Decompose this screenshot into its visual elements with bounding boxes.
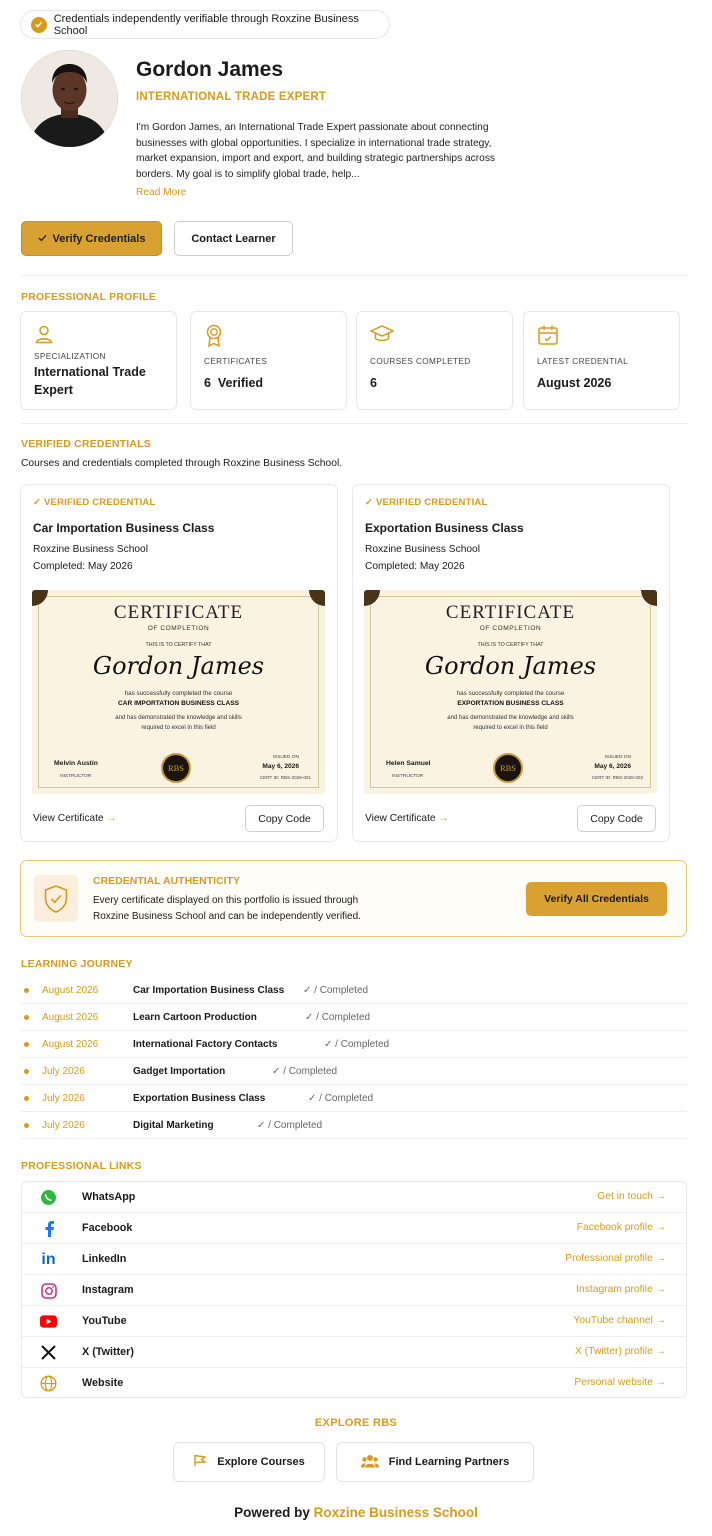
credential-card xyxy=(20,484,338,842)
rbs-seal: RBS xyxy=(493,753,523,783)
flag-icon xyxy=(193,1454,207,1470)
journey-date: July 2026 xyxy=(42,1093,85,1104)
journey-course: Exportation Business Class xyxy=(133,1093,266,1104)
journey-date: August 2026 xyxy=(42,1039,99,1050)
journey-course: International Factory Contacts xyxy=(133,1039,278,1050)
timeline-dot xyxy=(24,988,29,993)
calendar-icon xyxy=(537,324,559,351)
stat-value: August 2026 xyxy=(537,376,612,390)
verified-credentials-subheading: Courses and credentials completed through Roxzine Business School. xyxy=(21,458,343,469)
link-name: Facebook xyxy=(82,1222,133,1234)
rbs-seal: RBS xyxy=(161,753,191,783)
award-icon xyxy=(204,324,224,353)
journey-date: August 2026 xyxy=(42,1012,99,1023)
professional-links-list xyxy=(21,1181,687,1398)
verify-credentials-button[interactable] xyxy=(21,221,162,256)
profile-role: INTERNATIONAL TRADE EXPERT xyxy=(136,91,327,103)
link-action: YouTube channel → xyxy=(573,1315,666,1326)
verification-banner xyxy=(20,10,390,39)
stat-courses-completed xyxy=(356,311,513,410)
whatsapp-icon xyxy=(40,1189,57,1206)
linkedin-icon: in xyxy=(41,1250,56,1268)
link-row-x[interactable] xyxy=(22,1337,686,1368)
explore-courses-label: Explore Courses xyxy=(217,1456,305,1468)
timeline-dot xyxy=(24,1096,29,1101)
powered-by-footer: Powered by Roxzine Business School xyxy=(234,1505,478,1520)
explore-heading: EXPLORE RBS xyxy=(314,1417,398,1429)
credential-school: Roxzine Business School xyxy=(33,544,148,555)
certificate-recipient: Gordon James xyxy=(92,652,265,680)
explore-courses-button[interactable] xyxy=(173,1442,325,1482)
stat-label: COURSES COMPLETED xyxy=(370,357,471,366)
certificate-subtitle: OF COMPLETION xyxy=(147,625,210,632)
certificate-subtitle: OF COMPLETION xyxy=(479,625,542,632)
copy-code-button[interactable]: Copy Code xyxy=(245,805,324,832)
check-icon xyxy=(38,233,47,245)
link-row-linkedin[interactable] xyxy=(22,1244,686,1275)
journey-status: ✓ / Completed xyxy=(272,1066,338,1077)
check-circle-icon xyxy=(31,17,47,33)
stat-latest-credential xyxy=(523,311,680,410)
profile-bio: I'm Gordon James, an International Trade Expert passionate about connecting businesses with global opportunities. I specialize in international trade strategy, market expansion, import and export, and building strategic partnerships across borders. My goal is to simplify global trade, help... xyxy=(136,122,496,180)
professional-profile-heading: PROFESSIONAL PROFILE xyxy=(21,291,157,303)
certificate-line: has successfully completed the course xyxy=(456,690,565,697)
certificate-line: and has demonstrated the knowledge and skills required to excel in this field xyxy=(115,715,242,731)
journey-row xyxy=(21,1031,687,1058)
certificate-preview[interactable] xyxy=(32,590,325,794)
certificate-issued-label: ISSUED ON xyxy=(604,755,631,760)
certificate-certify: THIS IS TO CERTIFY THAT xyxy=(145,642,212,648)
professional-links-heading: PROFESSIONAL LINKS xyxy=(21,1160,142,1172)
link-row-youtube[interactable] xyxy=(22,1306,686,1337)
certificate-issued-date: May 6, 2026 xyxy=(594,763,631,770)
link-name: WhatsApp xyxy=(82,1191,136,1203)
stat-value: 6 xyxy=(370,376,377,390)
certificate-title: CERTIFICATE xyxy=(113,602,244,623)
stat-certificates xyxy=(190,311,347,410)
journey-row xyxy=(21,1004,687,1031)
youtube-icon xyxy=(40,1313,57,1330)
graduation-cap-icon xyxy=(370,324,394,349)
view-certificate-link[interactable]: View Certificate → xyxy=(33,813,117,824)
shield-check-icon xyxy=(34,875,78,922)
stat-value: International Trade Expert xyxy=(34,365,146,397)
facebook-icon xyxy=(40,1220,57,1237)
journey-row xyxy=(21,1112,687,1139)
certificate-issued-date: May 6, 2026 xyxy=(262,763,299,770)
instagram-icon xyxy=(40,1282,57,1299)
verified-credentials-heading: VERIFIED CREDENTIALS xyxy=(21,438,152,450)
certificate-id: CERT ID: RBS-2026-001 xyxy=(259,775,311,780)
journey-date: July 2026 xyxy=(42,1066,85,1077)
link-action: Get in touch → xyxy=(597,1191,666,1202)
credential-title: Exportation Business Class xyxy=(365,521,524,535)
journey-course: Learn Cartoon Production xyxy=(133,1012,257,1023)
timeline-dot xyxy=(24,1042,29,1047)
journey-row xyxy=(21,1085,687,1112)
link-name: Website xyxy=(82,1377,124,1389)
divider xyxy=(21,275,687,276)
certificate-course: CAR IMPORTATION BUSINESS CLASS xyxy=(117,700,239,707)
users-icon xyxy=(361,1454,379,1471)
link-row-facebook[interactable] xyxy=(22,1213,686,1244)
journey-status: ✓ / Completed xyxy=(308,1093,374,1104)
certificate-line: and has demonstrated the knowledge and skills required to excel in this field xyxy=(447,715,574,731)
link-row-instagram[interactable] xyxy=(22,1275,686,1306)
certificate-course: EXPORTATION BUSINESS CLASS xyxy=(457,700,564,707)
stat-specialization xyxy=(20,311,177,410)
credential-card xyxy=(352,484,670,842)
verified-badge: ✓ VERIFIED CREDENTIAL xyxy=(365,497,488,508)
x-icon xyxy=(40,1344,57,1361)
certificate-instructor-label: INSTRUCTOR xyxy=(392,774,424,779)
find-learning-partners-label: Find Learning Partners xyxy=(388,1456,510,1468)
journey-status: ✓ / Completed xyxy=(324,1039,390,1050)
link-action: Personal website → xyxy=(574,1377,666,1388)
view-certificate-link[interactable]: View Certificate → xyxy=(365,813,449,824)
stat-value: 6 Verified xyxy=(204,376,264,390)
verify-credentials-label: Verify Credentials xyxy=(52,232,146,245)
certificate-instructor-label: INSTRUCTOR xyxy=(60,774,92,779)
link-row-website[interactable] xyxy=(22,1368,686,1399)
banner-text: Credentials independently verifiable through Roxzine Business School xyxy=(53,12,359,37)
credential-completed: Completed: May 2026 xyxy=(33,561,133,572)
certificate-recipient: Gordon James xyxy=(424,652,597,680)
certificate-issued-label: ISSUED ON xyxy=(272,755,299,760)
link-name: LinkedIn xyxy=(82,1253,127,1265)
timeline-dot xyxy=(24,1015,29,1020)
link-name: Instagram xyxy=(82,1284,134,1296)
profile-name: Gordon James xyxy=(136,58,284,81)
journey-date: July 2026 xyxy=(42,1120,85,1131)
copy-code-button[interactable]: Copy Code xyxy=(577,805,656,832)
link-action: Professional profile → xyxy=(565,1253,666,1264)
journey-course: Gadget Importation xyxy=(133,1066,226,1077)
authenticity-title: CREDENTIAL AUTHENTICITY xyxy=(93,875,240,887)
verified-badge: ✓ VERIFIED CREDENTIAL xyxy=(33,497,156,508)
journey-row xyxy=(21,977,687,1004)
credential-authenticity-panel xyxy=(20,860,687,937)
certificate-instructor: Melvin Austin xyxy=(54,760,98,767)
link-action: Facebook profile → xyxy=(576,1222,666,1233)
link-name: YouTube xyxy=(82,1315,127,1327)
certificate-instructor: Helen Samuel xyxy=(386,760,431,767)
read-more-link[interactable]: Read More xyxy=(136,187,187,198)
arrow-right-icon: → xyxy=(438,813,449,824)
globe-icon xyxy=(40,1375,57,1392)
journey-row xyxy=(21,1058,687,1085)
stat-label: LATEST CREDENTIAL xyxy=(537,357,629,366)
certificate-certify: THIS IS TO CERTIFY THAT xyxy=(477,642,544,648)
timeline-dot xyxy=(24,1069,29,1074)
journey-status: ✓ / Completed xyxy=(305,1012,371,1023)
certificate-title: CERTIFICATE xyxy=(445,602,576,623)
authenticity-text: Every certificate displayed on this portfolio is issued through Roxzine Business School and can be independently verified. xyxy=(93,895,361,922)
link-row-whatsapp[interactable] xyxy=(22,1182,686,1213)
stat-label: CERTIFICATES xyxy=(204,357,268,366)
journey-course: Digital Marketing xyxy=(133,1120,214,1131)
verify-all-credentials-button[interactable]: Verify All Credentials xyxy=(526,882,667,916)
certificate-line: has successfully completed the course xyxy=(124,690,233,697)
journey-status: ✓ / Completed xyxy=(257,1120,323,1131)
divider xyxy=(21,423,687,424)
arrow-right-icon: → xyxy=(106,813,117,824)
avatar xyxy=(21,50,118,147)
certificate-id: CERT ID: RBS-2026-002 xyxy=(591,775,643,780)
user-icon xyxy=(34,324,54,349)
link-name: X (Twitter) xyxy=(82,1346,134,1358)
link-action: Instagram profile → xyxy=(576,1284,666,1295)
find-learning-partners-button[interactable] xyxy=(336,1442,534,1482)
contact-learner-button[interactable]: Contact Learner xyxy=(174,221,293,256)
certificate-preview[interactable] xyxy=(364,590,657,794)
credential-title: Car Importation Business Class xyxy=(33,521,215,535)
journey-status: ✓ / Completed xyxy=(303,985,369,996)
journey-date: August 2026 xyxy=(42,985,99,996)
learning-journey-heading: LEARNING JOURNEY xyxy=(21,958,133,970)
link-action: X (Twitter) profile → xyxy=(575,1346,666,1357)
stat-label: SPECIALIZATION xyxy=(34,352,106,361)
credential-completed: Completed: May 2026 xyxy=(365,561,465,572)
timeline-dot xyxy=(24,1123,29,1128)
footer-brand-link[interactable]: Roxzine Business School xyxy=(313,1505,478,1520)
journey-course: Car Importation Business Class xyxy=(133,985,285,996)
credential-school: Roxzine Business School xyxy=(365,544,480,555)
